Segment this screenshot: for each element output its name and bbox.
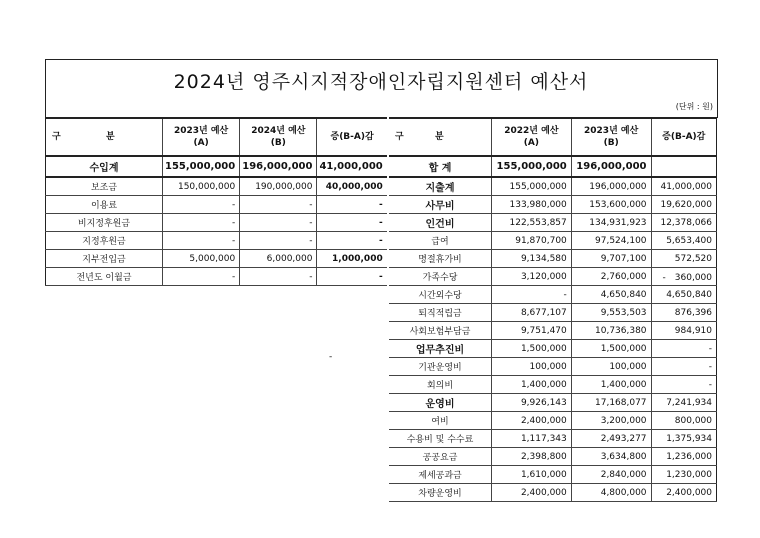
row-a: 8,677,107 xyxy=(492,304,572,322)
col-header-2023: 2023년 예산 (A) xyxy=(163,118,240,156)
row-label: 시간외수당 xyxy=(389,286,492,304)
row-label: 비지정후원금 xyxy=(46,214,163,232)
row-diff: 4,650,840 xyxy=(651,286,716,304)
total-diff: 41,000,000 xyxy=(317,156,387,177)
row-label: 차량운영비 xyxy=(389,484,492,502)
row-diff: 41,000,000 xyxy=(651,177,716,196)
table-row xyxy=(389,376,717,394)
col-header-2022: 2022년 예산 (A) xyxy=(492,118,572,156)
table-row xyxy=(389,250,717,268)
row-label: 보조금 xyxy=(46,177,163,196)
row-a: - xyxy=(163,232,240,250)
row-b: 3,200,000 xyxy=(571,412,651,430)
row-a: - xyxy=(163,268,240,286)
row-b: 1,400,000 xyxy=(571,376,651,394)
row-a: - xyxy=(163,196,240,214)
row-a: 3,120,000 xyxy=(492,268,572,286)
row-label: 공공요금 xyxy=(389,448,492,466)
row-diff: - xyxy=(651,376,716,394)
row-b: - xyxy=(240,232,317,250)
table-row xyxy=(389,466,717,484)
row-a: 133,980,000 xyxy=(492,196,572,214)
row-diff: - xyxy=(317,214,387,232)
col-header-2024: 2024년 예산 (B) xyxy=(240,118,317,156)
row-b: 4,800,000 xyxy=(571,484,651,502)
row-b: 190,000,000 xyxy=(240,177,317,196)
table-row xyxy=(46,177,387,196)
row-b: 153,600,000 xyxy=(571,196,651,214)
row-a: 5,000,000 xyxy=(163,250,240,268)
row-a: 155,000,000 xyxy=(492,177,572,196)
stray-dash: - xyxy=(329,352,333,362)
row-b: 4,650,840 xyxy=(571,286,651,304)
row-a: 2,398,800 xyxy=(492,448,572,466)
total-label: 합 계 xyxy=(389,156,492,177)
table-row xyxy=(389,322,717,340)
budget-sheet xyxy=(45,59,717,511)
row-a: 1,400,000 xyxy=(492,376,572,394)
row-diff: - xyxy=(317,196,387,214)
table-row xyxy=(389,286,717,304)
row-diff: 2,400,000 xyxy=(651,484,716,502)
unit-label: (단위 : 원) xyxy=(675,102,713,111)
row-label: 급여 xyxy=(389,232,492,250)
row-a: - xyxy=(492,286,572,304)
row-b: 134,931,923 xyxy=(571,214,651,232)
row-a: 150,000,000 xyxy=(163,177,240,196)
expenditure-table xyxy=(389,117,717,502)
row-diff: 1,236,000 xyxy=(651,448,716,466)
row-b: 3,634,800 xyxy=(571,448,651,466)
row-diff: - xyxy=(651,358,716,376)
col-header-diff: 증(B-A)감 xyxy=(651,118,716,156)
total-a: 155,000,000 xyxy=(492,156,572,177)
row-b: 9,707,100 xyxy=(571,250,651,268)
table-row xyxy=(389,412,717,430)
table-row xyxy=(46,196,387,214)
row-b: 97,524,100 xyxy=(571,232,651,250)
row-diff: 876,396 xyxy=(651,304,716,322)
row-a: 1,610,000 xyxy=(492,466,572,484)
row-label: 전년도 이월금 xyxy=(46,268,163,286)
table-row xyxy=(389,304,717,322)
row-diff: - xyxy=(317,232,387,250)
gubun-header: 구 분 xyxy=(46,118,163,156)
revenue-header-row xyxy=(46,118,387,156)
row-diff: 1,230,000 xyxy=(651,466,716,484)
table-row xyxy=(389,394,717,412)
row-diff: 40,000,000 xyxy=(317,177,387,196)
row-label: 지부전입금 xyxy=(46,250,163,268)
row-label: 기관운영비 xyxy=(389,358,492,376)
row-b: - xyxy=(240,268,317,286)
table-row xyxy=(389,214,717,232)
row-b: - xyxy=(240,196,317,214)
table-row xyxy=(389,448,717,466)
col-header-diff: 증(B-A)감 xyxy=(317,118,387,156)
row-b: 2,840,000 xyxy=(571,466,651,484)
document-title: 2024년 영주시지적장애인자립지원센터 예산서 xyxy=(173,71,589,93)
row-diff: 5,653,400 xyxy=(651,232,716,250)
row-diff: - xyxy=(651,340,716,358)
row-diff: 1,375,934 xyxy=(651,430,716,448)
row-diff: - xyxy=(317,268,387,286)
table-row xyxy=(389,430,717,448)
row-a: 9,926,143 xyxy=(492,394,572,412)
row-label: 지출계 xyxy=(389,177,492,196)
table-row xyxy=(389,177,717,196)
table-row xyxy=(46,232,387,250)
row-label: 여비 xyxy=(389,412,492,430)
row-b: 2,493,277 xyxy=(571,430,651,448)
row-b: 6,000,000 xyxy=(240,250,317,268)
row-label: 운영비 xyxy=(389,394,492,412)
row-a: 9,134,580 xyxy=(492,250,572,268)
total-a: 155,000,000 xyxy=(163,156,240,177)
row-b: 100,000 xyxy=(571,358,651,376)
row-b: 9,553,503 xyxy=(571,304,651,322)
revenue-table xyxy=(45,117,387,286)
row-diff: 19,620,000 xyxy=(651,196,716,214)
table-row xyxy=(389,196,717,214)
table-row xyxy=(389,232,717,250)
row-diff: - 360,000 xyxy=(651,268,716,286)
row-diff: 572,520 xyxy=(651,250,716,268)
row-label: 퇴직적립금 xyxy=(389,304,492,322)
row-label: 회의비 xyxy=(389,376,492,394)
row-label: 수용비 및 수수료 xyxy=(389,430,492,448)
row-b: 196,000,000 xyxy=(571,177,651,196)
row-diff: 800,000 xyxy=(651,412,716,430)
table-row xyxy=(46,250,387,268)
row-a: 1,117,343 xyxy=(492,430,572,448)
total-b: 196,000,000 xyxy=(240,156,317,177)
row-b: 10,736,380 xyxy=(571,322,651,340)
row-diff: 1,000,000 xyxy=(317,250,387,268)
table-row xyxy=(389,268,717,286)
row-a: - xyxy=(163,214,240,232)
total-label: 수입계 xyxy=(46,156,163,177)
gubun-header: 구 분 xyxy=(389,118,492,156)
row-a: 122,553,857 xyxy=(492,214,572,232)
total-diff xyxy=(651,156,716,177)
row-a: 2,400,000 xyxy=(492,484,572,502)
row-diff: 7,241,934 xyxy=(651,394,716,412)
row-label: 지정후원금 xyxy=(46,232,163,250)
row-b: 2,760,000 xyxy=(571,268,651,286)
row-label: 인건비 xyxy=(389,214,492,232)
row-label: 사회보험부담금 xyxy=(389,322,492,340)
row-b: - xyxy=(240,214,317,232)
row-label: 명절휴가비 xyxy=(389,250,492,268)
row-label: 사무비 xyxy=(389,196,492,214)
row-diff: 12,378,066 xyxy=(651,214,716,232)
expenditure-total-row xyxy=(389,156,717,177)
row-a: 9,751,470 xyxy=(492,322,572,340)
col-header-2023: 2023년 예산 (B) xyxy=(571,118,651,156)
row-label: 제세공과금 xyxy=(389,466,492,484)
row-diff: 984,910 xyxy=(651,322,716,340)
row-a: 100,000 xyxy=(492,358,572,376)
row-label: 이용료 xyxy=(46,196,163,214)
expenditure-header-row xyxy=(389,118,717,156)
row-label: 업무추진비 xyxy=(389,340,492,358)
row-a: 2,400,000 xyxy=(492,412,572,430)
row-label: 가족수당 xyxy=(389,268,492,286)
total-b: 196,000,000 xyxy=(571,156,651,177)
table-row xyxy=(46,214,387,232)
row-a: 1,500,000 xyxy=(492,340,572,358)
row-b: 17,168,077 xyxy=(571,394,651,412)
table-row xyxy=(46,268,387,286)
table-row xyxy=(389,358,717,376)
table-row xyxy=(389,484,717,502)
table-row xyxy=(389,340,717,358)
row-b: 1,500,000 xyxy=(571,340,651,358)
row-a: 91,870,700 xyxy=(492,232,572,250)
revenue-total-row xyxy=(46,156,387,177)
